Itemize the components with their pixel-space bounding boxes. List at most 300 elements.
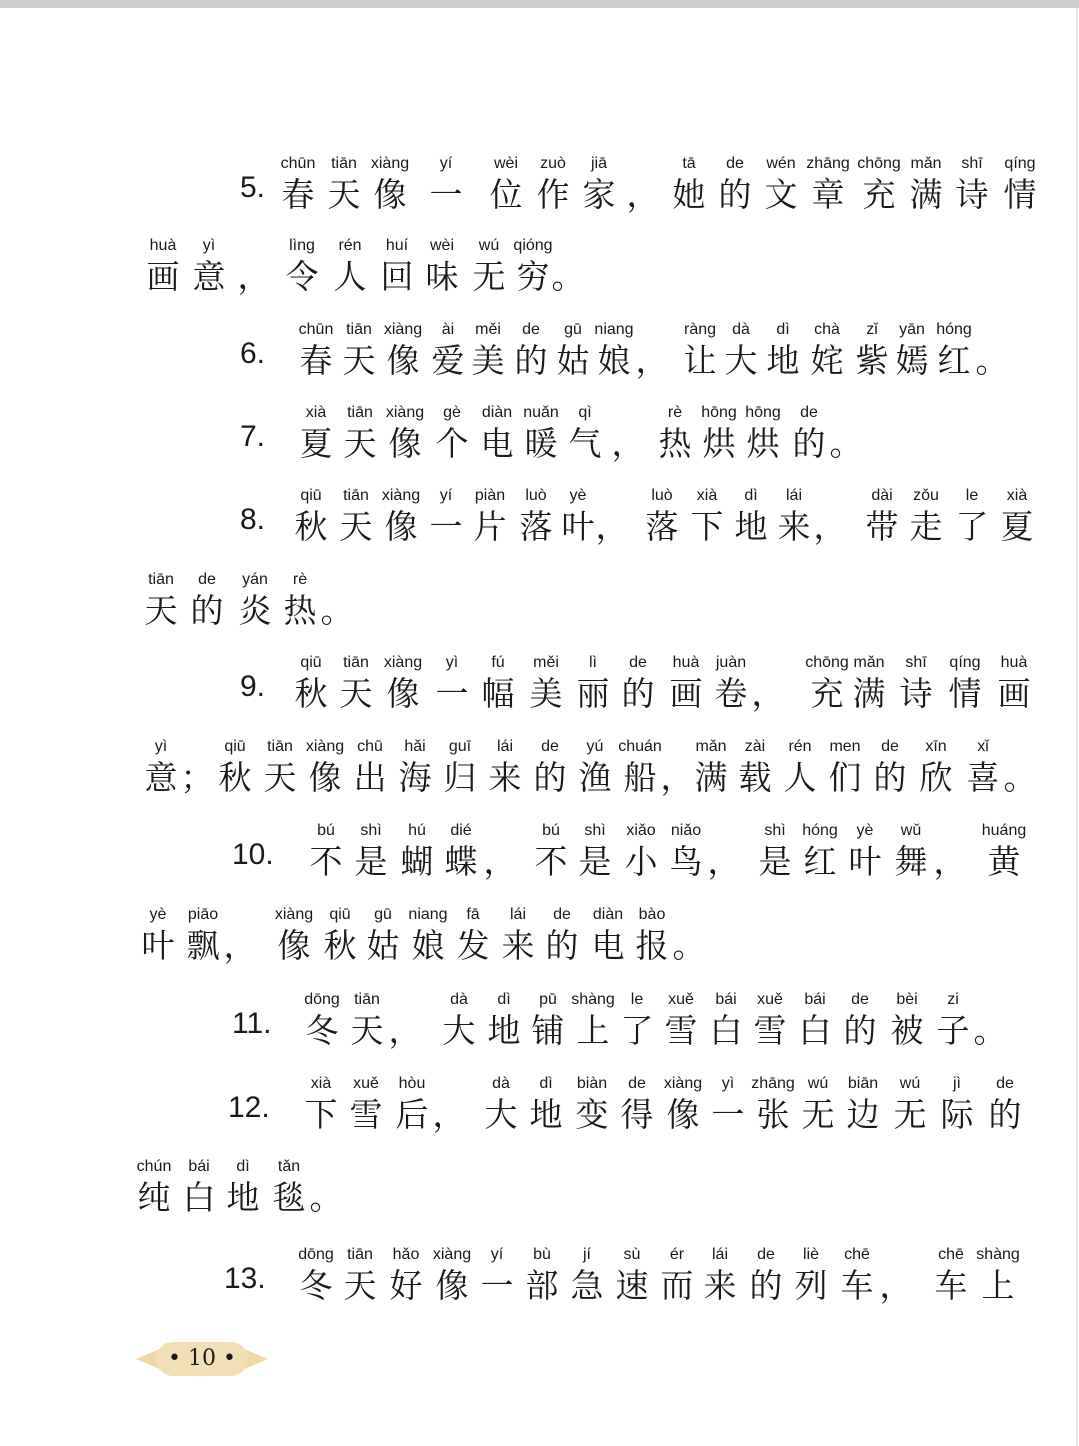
sentence-line bbox=[0, 1075, 1079, 1139]
hanzi: 际 bbox=[940, 1095, 974, 1134]
ruby-character bbox=[889, 822, 933, 886]
pinyin: wén bbox=[766, 155, 796, 172]
pinyin: lì bbox=[589, 654, 597, 671]
hanzi: 车 bbox=[934, 1266, 968, 1305]
pinyin: xiàng bbox=[381, 487, 421, 504]
hanzi: 天 bbox=[343, 424, 377, 463]
hanzi: ， bbox=[707, 842, 741, 881]
hanzi: 。 bbox=[973, 1011, 1007, 1050]
hanzi: 落 bbox=[645, 507, 679, 546]
pinyin: wèi bbox=[429, 237, 454, 254]
hanzi: 美 bbox=[471, 341, 505, 380]
pinyin: chūn bbox=[280, 155, 316, 172]
hanzi: 嫣 bbox=[895, 341, 929, 380]
pinyin: yì bbox=[202, 237, 216, 254]
hanzi: 天 bbox=[263, 758, 297, 797]
hanzi: 天 bbox=[339, 674, 373, 713]
hanzi: 人 bbox=[783, 758, 817, 797]
pinyin: xīn bbox=[925, 738, 947, 755]
hanzi: 叶 bbox=[141, 926, 175, 965]
hanzi: 令 bbox=[285, 257, 319, 296]
hanzi: 变 bbox=[575, 1095, 609, 1134]
pinyin: gè bbox=[443, 404, 461, 421]
pinyin: diàn bbox=[481, 404, 513, 421]
pinyin: tiān bbox=[354, 991, 380, 1008]
hanzi: 冬 bbox=[305, 1011, 339, 1050]
pinyin: dì bbox=[744, 487, 758, 504]
pinyin: bèi bbox=[896, 991, 918, 1008]
hanzi: 春 bbox=[299, 341, 333, 380]
punctuation bbox=[667, 906, 711, 970]
pinyin: shī bbox=[905, 654, 927, 671]
pinyin: de bbox=[629, 654, 647, 671]
hanzi: 电 bbox=[480, 424, 514, 463]
hanzi: 味 bbox=[425, 257, 459, 296]
hanzi: 是 bbox=[758, 842, 792, 881]
pinyin: qiū bbox=[300, 487, 322, 504]
hanzi: ， bbox=[611, 424, 645, 463]
pinyin: shì bbox=[584, 822, 606, 839]
pinyin: rén bbox=[338, 237, 362, 254]
pinyin: chē bbox=[844, 1246, 870, 1263]
hanzi: 紫 bbox=[855, 341, 889, 380]
hanzi: 。 bbox=[975, 341, 1009, 380]
hanzi: 像 bbox=[277, 926, 311, 965]
pinyin: yān bbox=[899, 321, 925, 338]
pinyin: huáng bbox=[981, 822, 1027, 839]
item-number: 5. bbox=[240, 171, 266, 204]
hanzi: 欣 bbox=[919, 758, 953, 797]
hanzi: 家 bbox=[582, 175, 616, 214]
pinyin: xià bbox=[1006, 487, 1028, 504]
hanzi: 文 bbox=[764, 175, 798, 214]
pinyin: qiū bbox=[224, 738, 246, 755]
hanzi: 。 bbox=[829, 424, 863, 463]
pinyin: niang bbox=[594, 321, 634, 338]
pinyin: rén bbox=[788, 738, 812, 755]
hanzi: 画 bbox=[997, 674, 1031, 713]
pinyin: wǔ bbox=[900, 822, 922, 839]
punctuation bbox=[546, 237, 590, 301]
hanzi: 她 bbox=[672, 175, 706, 214]
pinyin: chōng bbox=[805, 654, 849, 671]
pinyin: měi bbox=[475, 321, 501, 338]
hanzi: 无 bbox=[893, 1095, 927, 1134]
pinyin: dà bbox=[492, 1075, 510, 1092]
hanzi: 。 bbox=[672, 926, 706, 965]
hanzi: 人 bbox=[333, 257, 367, 296]
hanzi: 来 bbox=[703, 1266, 737, 1305]
ruby-character bbox=[995, 487, 1039, 551]
hanzi: ， bbox=[595, 507, 629, 546]
sentence-continuation-line bbox=[0, 906, 1079, 970]
hanzi: 诗 bbox=[899, 674, 933, 713]
pinyin: tiān bbox=[267, 738, 293, 755]
pinyin: huà bbox=[149, 237, 177, 254]
hanzi: 位 bbox=[489, 175, 523, 214]
pinyin: de bbox=[996, 1075, 1014, 1092]
pinyin: ài bbox=[441, 321, 455, 338]
pinyin: yì bbox=[721, 1075, 735, 1092]
hanzi: 白 bbox=[709, 1011, 743, 1050]
pinyin: xiǎo bbox=[626, 822, 656, 839]
hanzi: ， bbox=[626, 175, 660, 214]
pinyin: xuě bbox=[668, 991, 694, 1008]
hanzi: 上 bbox=[981, 1266, 1015, 1305]
pinyin: xiàng bbox=[305, 738, 345, 755]
hanzi: 一 bbox=[429, 507, 463, 546]
pinyin: lái bbox=[496, 738, 513, 755]
hanzi: ， bbox=[432, 1095, 466, 1134]
pinyin: qíng bbox=[949, 654, 981, 671]
punctuation bbox=[315, 571, 359, 635]
hanzi: 烘 bbox=[746, 424, 780, 463]
ruby-character bbox=[983, 1075, 1027, 1139]
pinyin: de bbox=[757, 1246, 775, 1263]
hanzi: 大 bbox=[442, 1011, 476, 1050]
pinyin: lái bbox=[785, 487, 802, 504]
hanzi: 的 bbox=[792, 424, 826, 463]
hanzi: 走 bbox=[909, 507, 943, 546]
hanzi: 一 bbox=[711, 1095, 745, 1134]
hanzi: 渔 bbox=[578, 758, 612, 797]
hanzi: 像 bbox=[308, 758, 342, 797]
hanzi: 边 bbox=[846, 1095, 880, 1134]
hanzi: 无 bbox=[472, 257, 506, 296]
pinyin: ér bbox=[669, 1246, 685, 1263]
pinyin: xiàng bbox=[385, 404, 425, 421]
ruby-character bbox=[998, 155, 1042, 219]
hanzi: 出 bbox=[353, 758, 387, 797]
hanzi: 夏 bbox=[299, 424, 333, 463]
hanzi: 丽 bbox=[576, 674, 610, 713]
hanzi: 烘 bbox=[702, 424, 736, 463]
hanzi: 的 bbox=[621, 674, 655, 713]
hanzi: 归 bbox=[443, 758, 477, 797]
pinyin: piàn bbox=[474, 487, 506, 504]
hanzi: 毯 bbox=[272, 1178, 306, 1217]
sentence-line bbox=[0, 822, 1079, 886]
pinyin: shì bbox=[360, 822, 382, 839]
hanzi: 娘 bbox=[411, 926, 445, 965]
pinyin: chà bbox=[814, 321, 840, 338]
hanzi: ， bbox=[483, 842, 517, 881]
hanzi: 带 bbox=[865, 507, 899, 546]
pinyin: tiān bbox=[347, 1246, 373, 1263]
hanzi: 画 bbox=[146, 257, 180, 296]
hanzi: 天 bbox=[350, 1011, 384, 1050]
pinyin: rè bbox=[292, 571, 308, 588]
hanzi: 舞 bbox=[894, 842, 928, 881]
pinyin: lái bbox=[509, 906, 526, 923]
pinyin: yí bbox=[439, 155, 453, 172]
hanzi: 像 bbox=[435, 1266, 469, 1305]
pinyin: gū bbox=[374, 906, 392, 923]
pinyin: tǎn bbox=[277, 1158, 301, 1175]
hanzi: ， bbox=[751, 674, 785, 713]
pinyin: bù bbox=[533, 1246, 551, 1263]
hanzi: 情 bbox=[948, 674, 982, 713]
hanzi: ， bbox=[635, 341, 669, 380]
ruby-character bbox=[976, 1246, 1020, 1310]
hanzi: 小 bbox=[624, 842, 658, 881]
hanzi: 章 bbox=[811, 175, 845, 214]
hanzi: 报 bbox=[635, 926, 669, 965]
punctuation bbox=[824, 404, 868, 468]
pinyin: xǐ bbox=[977, 738, 989, 755]
hanzi: 的 bbox=[843, 1011, 877, 1050]
ruby-character bbox=[992, 654, 1036, 718]
pinyin: tiān bbox=[331, 155, 357, 172]
hanzi: ， bbox=[813, 507, 847, 546]
sentence-line bbox=[0, 155, 1079, 219]
pinyin: dà bbox=[732, 321, 750, 338]
pinyin: tiān bbox=[343, 654, 369, 671]
pinyin: jì bbox=[953, 1075, 961, 1092]
pinyin: yán bbox=[242, 571, 268, 588]
punctuation bbox=[970, 321, 1014, 385]
pinyin: wèi bbox=[493, 155, 518, 172]
hanzi: 情 bbox=[1003, 175, 1037, 214]
hanzi: 秋 bbox=[294, 507, 328, 546]
pinyin: xiàng bbox=[432, 1246, 472, 1263]
pinyin: men bbox=[829, 738, 861, 755]
hanzi: 姹 bbox=[810, 341, 844, 380]
hanzi: 大 bbox=[724, 341, 758, 380]
pinyin: ràng bbox=[683, 321, 717, 338]
sentence-continuation-line bbox=[0, 571, 1079, 635]
hanzi: 速 bbox=[615, 1266, 649, 1305]
punctuation bbox=[998, 738, 1042, 802]
pinyin: wú bbox=[478, 237, 500, 254]
pinyin: qì bbox=[578, 404, 592, 421]
hanzi: 。 bbox=[1003, 758, 1037, 797]
hanzi: 们 bbox=[828, 758, 862, 797]
pinyin: shàng bbox=[571, 991, 615, 1008]
hanzi: 下 bbox=[690, 507, 724, 546]
pinyin: tiān bbox=[148, 571, 174, 588]
hanzi: 好 bbox=[389, 1266, 423, 1305]
pinyin: bào bbox=[638, 906, 666, 923]
pinyin: biān bbox=[847, 1075, 879, 1092]
pinyin: dì bbox=[539, 1075, 553, 1092]
pinyin: chē bbox=[938, 1246, 964, 1263]
hanzi: 天 bbox=[144, 591, 178, 630]
pinyin: de bbox=[541, 738, 559, 755]
hanzi: 是 bbox=[578, 842, 612, 881]
pinyin: mǎn bbox=[695, 738, 727, 755]
hanzi: 张 bbox=[756, 1095, 790, 1134]
hanzi: 海 bbox=[398, 758, 432, 797]
hanzi: ； bbox=[180, 758, 214, 797]
pinyin: jiā bbox=[590, 155, 607, 172]
hanzi: 的 bbox=[873, 758, 907, 797]
hanzi: 来 bbox=[488, 758, 522, 797]
hanzi: 了 bbox=[955, 507, 989, 546]
ruby-character bbox=[439, 822, 483, 886]
hanzi: ， bbox=[660, 758, 694, 797]
pinyin: dié bbox=[450, 822, 472, 839]
hanzi: 夏 bbox=[1000, 507, 1034, 546]
pinyin: chū bbox=[357, 738, 383, 755]
pinyin: le bbox=[630, 991, 644, 1008]
item-number: 9. bbox=[240, 670, 266, 703]
hanzi: 满 bbox=[852, 674, 886, 713]
hanzi: 充 bbox=[862, 175, 896, 214]
hanzi: 炎 bbox=[238, 591, 272, 630]
hanzi: 片 bbox=[473, 507, 507, 546]
hanzi: 回 bbox=[380, 257, 414, 296]
item-number: 10. bbox=[232, 838, 274, 871]
pinyin: bái bbox=[188, 1158, 210, 1175]
pinyin: niǎo bbox=[670, 822, 702, 839]
hanzi: 像 bbox=[388, 424, 422, 463]
pinyin: tā bbox=[682, 155, 696, 172]
pinyin: hǎi bbox=[404, 738, 426, 755]
pinyin: yì bbox=[154, 738, 168, 755]
hanzi: 。 bbox=[320, 591, 354, 630]
hanzi: 雪 bbox=[349, 1095, 383, 1134]
hanzi: 春 bbox=[281, 175, 315, 214]
pinyin: hú bbox=[408, 822, 426, 839]
pinyin: qiū bbox=[300, 654, 322, 671]
pinyin: yú bbox=[586, 738, 604, 755]
hanzi: 红 bbox=[803, 842, 837, 881]
hanzi: 发 bbox=[456, 926, 490, 965]
hanzi: 被 bbox=[890, 1011, 924, 1050]
hanzi: 地 bbox=[766, 341, 800, 380]
sentence-line bbox=[0, 1246, 1079, 1310]
pinyin: wú bbox=[899, 1075, 921, 1092]
hanzi: 秋 bbox=[218, 758, 252, 797]
hanzi: 叶 bbox=[848, 842, 882, 881]
hanzi: 美 bbox=[529, 674, 563, 713]
item-number: 13. bbox=[224, 1262, 266, 1295]
hanzi: 白 bbox=[798, 1011, 832, 1050]
hanzi: 。 bbox=[309, 1178, 343, 1217]
pinyin: xià bbox=[305, 404, 327, 421]
hanzi: 姑 bbox=[556, 341, 590, 380]
sentence-continuation-line bbox=[0, 237, 1079, 301]
pinyin: dì bbox=[776, 321, 790, 338]
pinyin: wú bbox=[807, 1075, 829, 1092]
item-number: 7. bbox=[240, 420, 266, 453]
item-number: 8. bbox=[240, 503, 266, 536]
pinyin: xiàng bbox=[383, 321, 423, 338]
hanzi: 铺 bbox=[531, 1011, 565, 1050]
hanzi: 白 bbox=[182, 1178, 216, 1217]
pinyin: xià bbox=[696, 487, 718, 504]
ruby-character bbox=[982, 822, 1026, 886]
ruby-character bbox=[835, 1246, 879, 1310]
hanzi: 像 bbox=[384, 507, 418, 546]
hanzi: 蝶 bbox=[444, 842, 478, 881]
hanzi: 来 bbox=[777, 507, 811, 546]
pinyin: de bbox=[881, 738, 899, 755]
sentence-continuation-line bbox=[0, 1158, 1079, 1222]
pinyin: tiān bbox=[346, 321, 372, 338]
hanzi: 喜 bbox=[966, 758, 1000, 797]
pinyin: dì bbox=[497, 991, 511, 1008]
hanzi: 地 bbox=[487, 1011, 521, 1050]
pinyin: zi bbox=[947, 991, 959, 1008]
hanzi: 姑 bbox=[366, 926, 400, 965]
pinyin: tiān bbox=[343, 487, 369, 504]
sentence-line bbox=[0, 991, 1079, 1055]
hanzi: 天 bbox=[339, 507, 373, 546]
pinyin: huà bbox=[1000, 654, 1028, 671]
hanzi: 车 bbox=[840, 1266, 874, 1305]
pinyin: měi bbox=[533, 654, 559, 671]
hanzi: 后 bbox=[395, 1095, 429, 1134]
pinyin: diàn bbox=[592, 906, 624, 923]
hanzi: 让 bbox=[683, 341, 717, 380]
pinyin: qióng bbox=[513, 237, 553, 254]
item-number: 12. bbox=[228, 1091, 270, 1124]
hanzi: 下 bbox=[304, 1095, 338, 1134]
hanzi: 的 bbox=[190, 591, 224, 630]
pinyin: yí bbox=[439, 487, 453, 504]
pinyin: hóng bbox=[802, 822, 838, 839]
hanzi: 的 bbox=[718, 175, 752, 214]
hanzi: 气 bbox=[568, 424, 602, 463]
pinyin: lìng bbox=[289, 237, 315, 254]
hanzi: 部 bbox=[525, 1266, 559, 1305]
pinyin: huí bbox=[385, 237, 409, 254]
pinyin: juàn bbox=[715, 654, 747, 671]
page-number-badge bbox=[136, 1338, 268, 1380]
hanzi: 地 bbox=[226, 1178, 260, 1217]
sentence-line bbox=[0, 654, 1079, 718]
pinyin: qíng bbox=[1004, 155, 1036, 172]
hanzi: 得 bbox=[620, 1095, 654, 1134]
hanzi: 雪 bbox=[664, 1011, 698, 1050]
pinyin: sù bbox=[623, 1246, 641, 1263]
hanzi: 的 bbox=[749, 1266, 783, 1305]
pinyin: lái bbox=[711, 1246, 728, 1263]
hanzi: 像 bbox=[386, 674, 420, 713]
pinyin: hōng bbox=[745, 404, 781, 421]
pinyin: zuò bbox=[540, 155, 566, 172]
hanzi: 落 bbox=[519, 507, 553, 546]
hanzi: 大 bbox=[484, 1095, 518, 1134]
pinyin: gū bbox=[564, 321, 582, 338]
hanzi: 了 bbox=[620, 1011, 654, 1050]
sentence-line bbox=[0, 487, 1079, 551]
hanzi: 飘 bbox=[186, 926, 220, 965]
hanzi: 意 bbox=[192, 257, 226, 296]
hanzi: 无 bbox=[801, 1095, 835, 1134]
pinyin: yè bbox=[856, 822, 874, 839]
hanzi: ， bbox=[223, 926, 257, 965]
pinyin: zǒu bbox=[913, 487, 939, 504]
hanzi: 意 bbox=[144, 758, 178, 797]
pinyin: nuǎn bbox=[523, 404, 559, 421]
hanzi: 热 bbox=[658, 424, 692, 463]
pinyin: jí bbox=[583, 1246, 591, 1263]
ruby-character bbox=[577, 155, 621, 219]
pinyin: zài bbox=[744, 738, 766, 755]
hanzi: 。 bbox=[551, 257, 585, 296]
pinyin: mǎn bbox=[910, 155, 942, 172]
hanzi: 叶 bbox=[561, 507, 595, 546]
pinyin: xuě bbox=[353, 1075, 379, 1092]
hanzi: ， bbox=[388, 1011, 422, 1050]
top-border bbox=[0, 0, 1079, 8]
page-edge bbox=[1076, 8, 1078, 1446]
pinyin: niang bbox=[408, 906, 448, 923]
hanzi: 卷 bbox=[714, 674, 748, 713]
